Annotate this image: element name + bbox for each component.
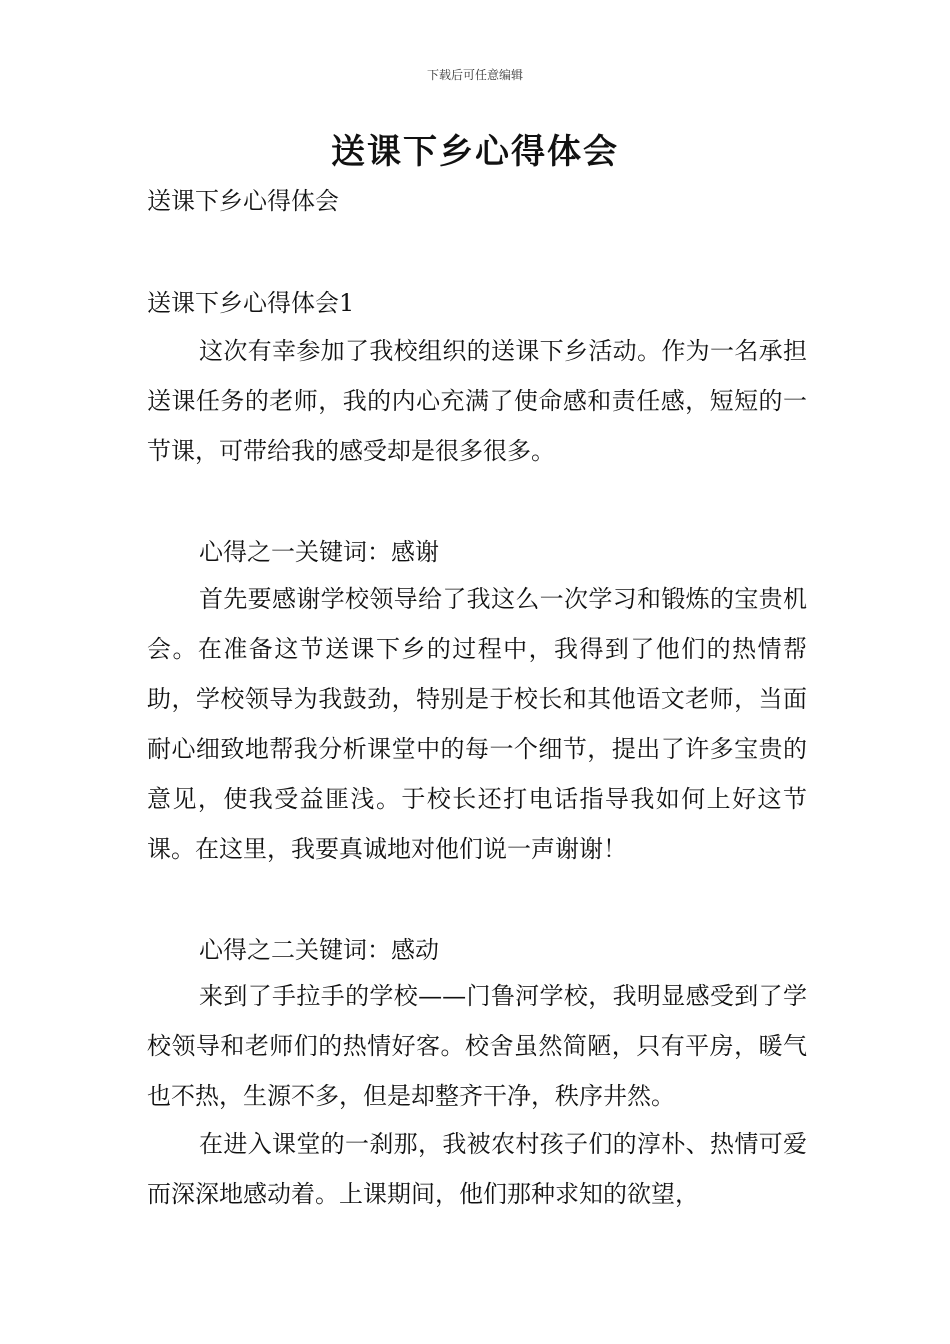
paragraph-school-visit: 来到了手拉手的学校——门鲁河学校，我明显感受到了学校领导和老师们的热情好客。校舍虽然简陋，只有平房，暖气也不热，生源不多，但是却整齐干净，秩序井然。 xyxy=(147,982,807,1110)
document-subtitle: 送课下乡心得体会 xyxy=(147,187,339,215)
keyword-heading-moved: 心得之二关键词：感动 xyxy=(199,936,439,964)
paragraph-thanks: 首先要感谢学校领导给了我这么一次学习和锻炼的宝贵机会。在准备这节送课下乡的过程中，我得到了他们的热情帮助，学校领导为我鼓劲，特别是于校长和其他语文老师，当面耐心细致地帮我分析课堂中的每一个细节，提出了许多宝贵的意见，使我受益匪浅。于校长还打电话指导我如何上好这节课。在这里，我要真诚地对他们说一声谢谢！ xyxy=(147,585,807,863)
document-title: 送课下乡心得体会 xyxy=(331,132,619,172)
header-note: 下载后可任意编辑 xyxy=(426,68,523,82)
paragraph-intro: 这次有幸参加了我校组织的送课下乡活动。作为一名承担送课任务的老师，我的内心充满了使命感和责任感，短短的一节课，可带给我的感受却是很多很多。 xyxy=(147,337,807,465)
section-heading: 送课下乡心得体会1 xyxy=(147,289,355,317)
paragraph-classroom: 在进入课堂的一刹那，我被农村孩子们的淳朴、热情可爱而深深地感动着。上课期间，他们那种求知的欲望， xyxy=(147,1130,807,1208)
keyword-heading-thanks: 心得之一关键词：感谢 xyxy=(199,538,439,566)
